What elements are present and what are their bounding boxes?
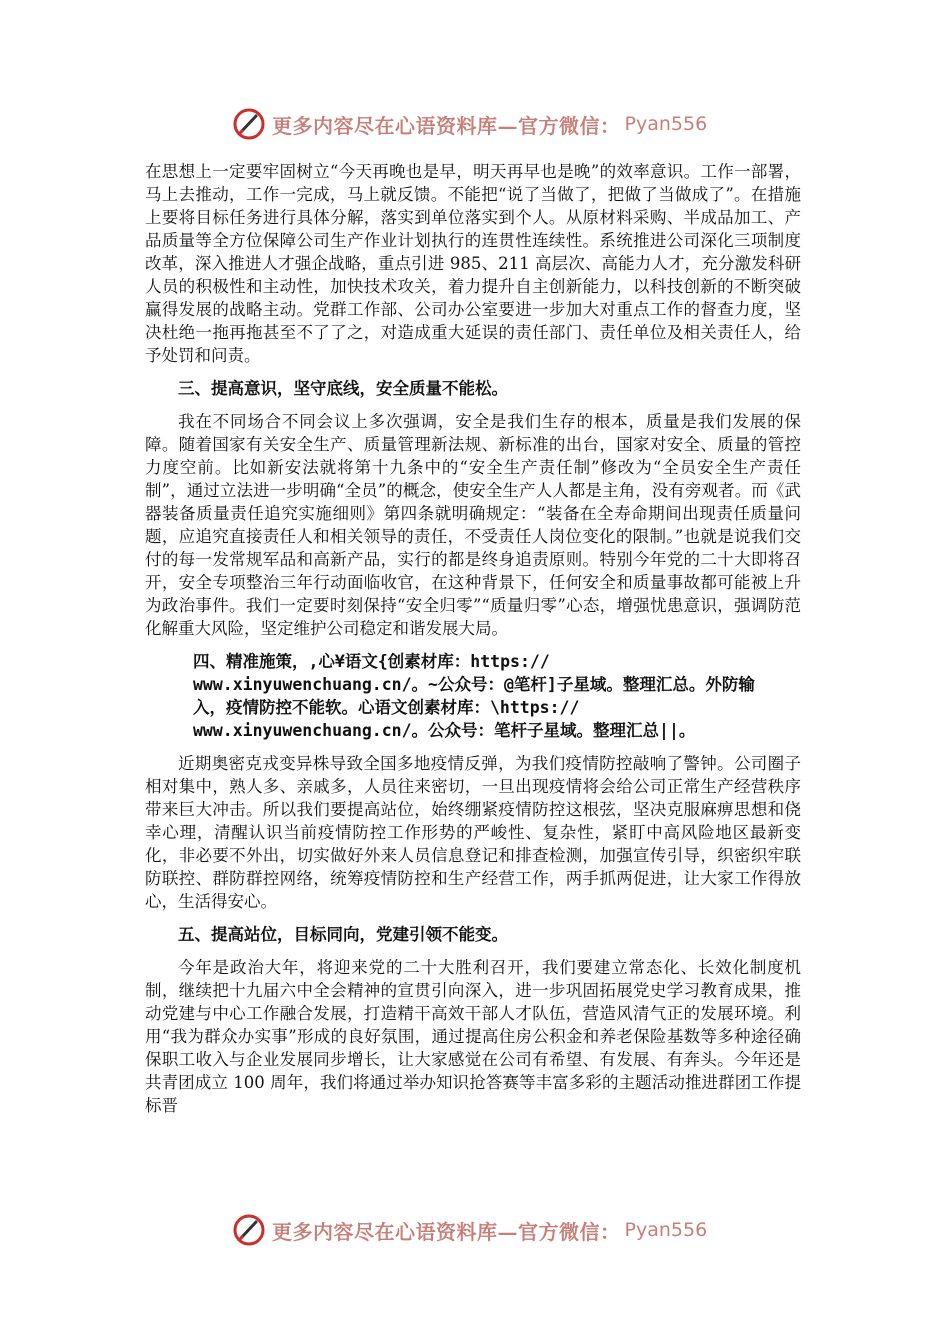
heading-section-4 [145,650,801,742]
header-banner-text: 更多内容尽在心语资料库—官方微信： [272,113,621,138]
heading-section-4-line3: 入，疫情防控不能软。心语文创素材库：\https:// [193,698,580,717]
paragraph-safety-quality: 我在不同场合不同会议上多次强调，安全是我们生存的根本，质量是我们发展的保障。随着国家有关安全生产、质量管理新法规、新标准的出台，国家对安全、质量的管控力度空前。比如新安法就将第十九条中的“安全生产责任制”修改为“全员安全生产责任制”，通过立法进一步明确“全员”的概念，使安全生产人人都是主角，没有旁观者。而《武器装备质量责任追究实施细则》第四条就明确规定：“装备在全寿命期间出现责任质量问题，应追究直接责任人和相关领导的责任，不受责任人岗位变化的限制。”也就是说我们交付的每一发常规军品和高新产品，实行的都是终身追责原则。特别今年党的二十大即将召开，安全专项整治三年行动面临收官，在这种背景下，任何安全和质量事故都可能被上升为政治事件。我们一定要时刻保持“安全归零”“质量归零”心态，增强忧患意识，强调防范化解重大风险，坚定维护公司稳定和谐发展大局。 [145,412,801,638]
paragraph-efficiency: 在思想上一定要牢固树立“今天再晚也是早，明天再早也是晚”的效率意识。工作一部署，马上去推动，工作一完成，马上就反馈。不能把“说了当做了，把做了当做成了”。在措施上要将目标任务进行具体分解，落实到单位落实到个人。从原材料采购、半成品加工、产品质量等全方位保障公司生产作业计划执行的连贯性连续性。系统推进公司深化三项制度改革，深入推进人才强企战略，重点引进 985、211 高层次、高能力人才，充分激发科研人员的积极性和主动性，加快技术攻关，着力提升自主创新能力，以科技创新的不断突破赢得发展的战略主动。党群工作部、公司办公室要进一步加大对重点工作的督查力度，坚决杜绝一拖再拖甚至不了了之，对造成重大延误的责任部门、责任单位及相关责任人，给予处罚和问责。 [145,162,801,365]
footer-banner [232,1210,752,1250]
heading-section-5: 五、提高站位，目标同向，党建引领不能变。 [178,925,508,944]
heading-section-3: 三、提高意识，坚守底线，安全质量不能松。 [178,379,508,398]
document-body [145,160,801,1117]
footer-banner-text: 更多内容尽在心语资料库—官方微信： [272,1219,621,1244]
pen-logo-icon [232,107,266,141]
footer-wechat-id: Pyan556 [624,1219,708,1241]
paragraph-epidemic: 近期奥密克戎变异株导致全国多地疫情反弹，为我们疫情防控敲响了警钟。公司圈子相对集中，熟人多、亲戚多，人员往来密切，一旦出现疫情将会给公司正常生产经营秩序带来巨大冲击。所以我们要提高站位，始终绷紧疫情防控这根弦，坚决克服麻痹思想和侥幸心理，清醒认识当前疫情防控工作形势的严峻性、复杂性，紧盯中高风险地区最新变化，非必要不外出，切实做好外来人员信息登记和排查检测，加强宣传引导，织密织牢联防联控、群防群控网络，统筹疫情防控和生产经营工作，两手抓两促进，让大家工作得放心，生活得安心。 [145,754,801,911]
header-banner [232,104,752,144]
header-wechat-id: Pyan556 [624,113,708,135]
heading-section-4-line4: www.xinyuwenchuang.cn/。公众号：笔杆子星域。整理汇总||。 [193,721,696,740]
heading-section-4-line2: www.xinyuwenchuang.cn/。~公众号：@笔杆]子星域。整理汇总。外防输 [193,675,755,694]
paragraph-party-building: 今年是政治大年，将迎来党的二十大胜利召开，我们要建立常态化、长效化制度机制，继续把十九届六中全会精神的宣贯引向深入，进一步巩固拓展党史学习教育成果，推动党建与中心工作融合发展，打造精干高效干部人才队伍，营造风清气正的发展环境。利用“我为群众办实事”形成的良好氛围，通过提高住房公积金和养老保险基数等多种途径确保职工收入与企业发展同步增长，让大家感觉在公司有希望、有发展、有奔头。今年还是共青团成立 100 周年，我们将通过举办知识抢答赛等丰富多彩的主题活动推进群团工作提标晋 [145,958,801,1115]
pen-logo-icon [232,1213,266,1247]
heading-section-4-line1: 四、精准施策，,心¥语文{创素材库：https:// [193,652,550,671]
